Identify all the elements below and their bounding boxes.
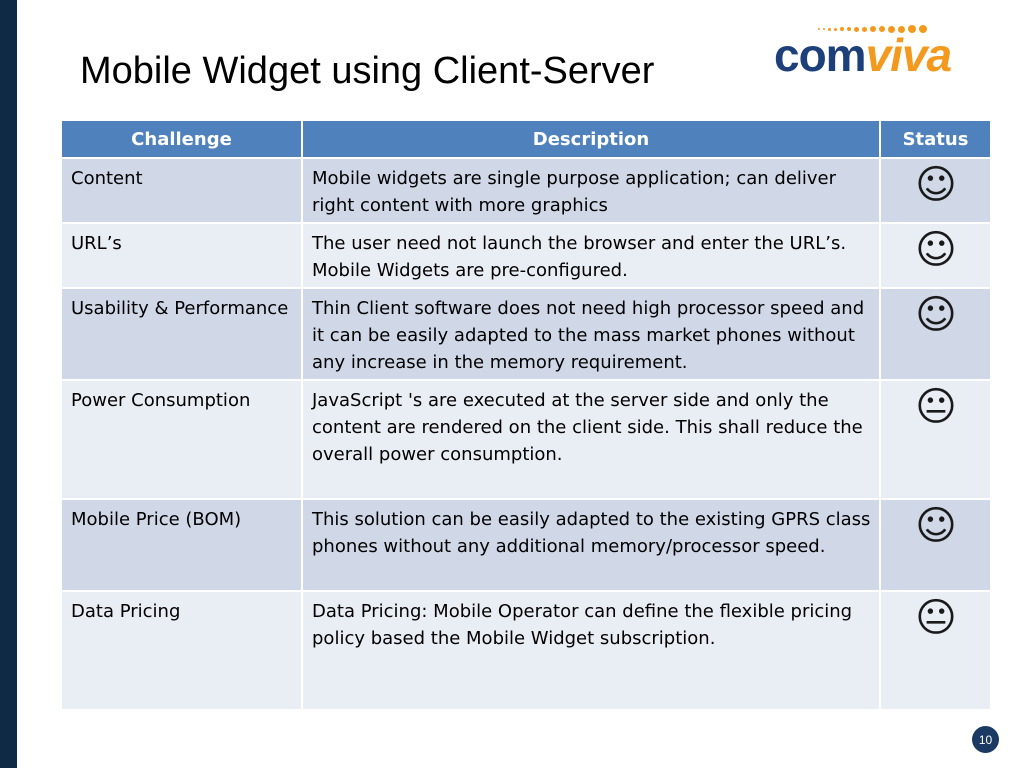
description-cell: This solution can be easily adapted to the existing GPRS class phones without any additional memory/processor speed. [302, 499, 880, 591]
neutral-face-icon: 😐 [915, 384, 957, 430]
challenge-cell: Power Consumption [61, 380, 302, 499]
table-row [61, 223, 991, 288]
description-cell: Mobile widgets are single purpose application; can deliver right content with more graphics [302, 158, 880, 223]
table-row [61, 499, 991, 591]
description-cell: Data Pricing: Mobile Operator can define the flexible pricing policy based the Mobile Widget subscription. [302, 591, 880, 710]
side-accent-bar [0, 0, 17, 768]
challenge-cell: Mobile Price (BOM) [61, 499, 302, 591]
challenge-cell: Data Pricing [61, 591, 302, 710]
challenge-cell: Content [61, 158, 302, 223]
status-cell [880, 158, 991, 223]
description-cell: Thin Client software does not need high processor speed and it can be easily adapted to the mass market phones without any increase in the memory requirement. [302, 288, 880, 380]
logo-wordmark [774, 29, 952, 81]
column-header-description: Description [302, 120, 880, 158]
table-row [61, 158, 991, 223]
status-cell [880, 499, 991, 591]
status-cell [880, 288, 991, 380]
table-row [61, 380, 991, 499]
table-row [61, 288, 991, 380]
page-number-badge: 10 [972, 726, 999, 753]
column-header-challenge: Challenge [61, 120, 302, 158]
smiley-face-icon: ☺ [915, 292, 957, 338]
logo-text-viva: viva [865, 29, 952, 81]
description-cell: The user need not launch the browser and enter the URL’s. Mobile Widgets are pre-configured. [302, 223, 880, 288]
challenge-cell: Usability & Performance [61, 288, 302, 380]
challenge-cell: URL’s [61, 223, 302, 288]
company-logo [774, 18, 1010, 81]
challenges-table [60, 119, 992, 711]
status-cell [880, 591, 991, 710]
column-header-status: Status [880, 120, 991, 158]
neutral-face-icon: 😐 [915, 595, 957, 641]
status-cell [880, 380, 991, 499]
description-cell: JavaScript 's are executed at the server side and only the content are rendered on the client side. This shall reduce the overall power consumption. [302, 380, 880, 499]
table-row [61, 591, 991, 710]
table-header-row [61, 120, 991, 158]
smiley-face-icon: ☺ [915, 162, 957, 208]
logo-text-com: com [774, 29, 866, 81]
smiley-face-icon: ☺ [915, 503, 957, 549]
smiley-face-icon: ☺ [915, 227, 957, 273]
status-cell [880, 223, 991, 288]
slide-title: Mobile Widget using Client-Server [80, 50, 655, 92]
